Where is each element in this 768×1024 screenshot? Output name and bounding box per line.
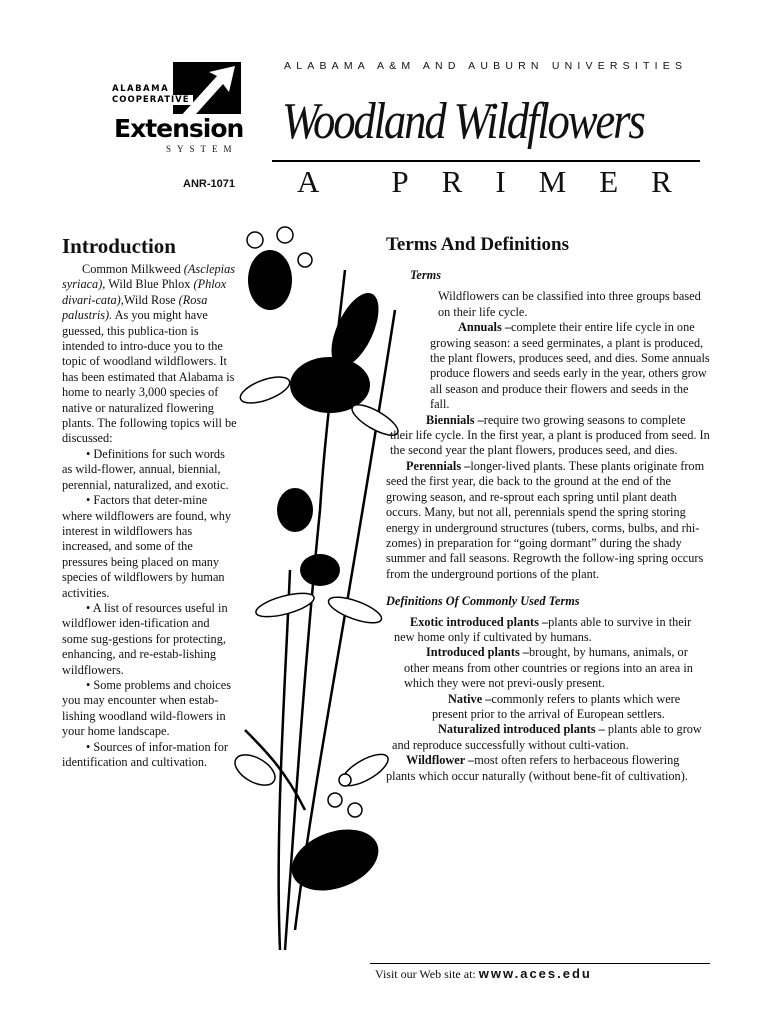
term-annuals: Annuals –complete their entire life cycle in one growing season: a seed germinates, a plant is produced, the plant flowers, produces seed, and dies. Some annuals produce flowers and seeds early in the year, others grow all season and produce their flowers and seeds in the fall. <box>430 320 710 412</box>
footer <box>375 966 592 982</box>
document-title: Woodland Wildflowers <box>282 93 644 150</box>
introduction-text <box>62 262 237 770</box>
universities-line: ALABAMA A&M AND AUBURN UNIVERSITIES <box>284 60 688 72</box>
intro-bullet: • Some problems and choices you may encounter when estab-lishing woodland wild-flowers in your home landscape. <box>62 677 232 739</box>
publication-number: ANR-1071 <box>183 178 235 190</box>
intro-bullet: • Sources of infor-mation for identification and cultivation. <box>62 739 229 769</box>
introduction-heading: Introduction <box>62 234 176 258</box>
terms-definitions-heading: Terms And Definitions <box>386 234 569 255</box>
def-wildflower: Wildflower –most often refers to herbaceous flowering plants which occur naturally (without bene-fit of cultivation). <box>386 753 688 783</box>
terms-column <box>386 268 711 784</box>
logo-line-cooperative: COOPERATIVE <box>112 95 193 105</box>
logo-line-extension: Extension <box>114 114 244 143</box>
title-rule <box>272 160 700 162</box>
def-naturalized: Naturalized introduced plants – plants able to grow and reproduce successfully without culti-vation. <box>392 722 702 752</box>
terms-lead: Wildflowers can be classified into three groups based on their life cycle. <box>438 289 701 319</box>
intro-bullet: • Definitions for such words as wild-flower, annual, biennial, perennial, naturalized, and exotic. <box>62 446 229 492</box>
intro-bullet: • Factors that deter-mine where wildflowers are found, why interest in wildflowers has increased, and some of the pressures being placed on many species of wildflowers by human activities. <box>62 493 232 600</box>
terms-subheading: Terms <box>410 268 441 282</box>
wildflower-illustration <box>225 210 405 970</box>
definitions-subheading: Definitions Of Commonly Used Terms <box>386 594 580 609</box>
website-link[interactable]: www.aces.edu <box>478 966 592 981</box>
extension-logo <box>110 62 245 162</box>
footer-rule <box>370 963 710 964</box>
intro-bullet: • A list of resources useful in wildflower iden-tification and some sug-gestions for protecting, enhancing, and re-estab-lishing wildflowers. <box>62 600 228 677</box>
term-perennials: Perennials –longer-lived plants. These plants originate from seed the first year, die back to the ground at the end of the growing season, and re-sprout each spring until plant death occurs. Many, but not all, perennials spend the spring storing energy in underground structures (tubers, corms, bulbs, and rhi-zomes) in preparation for “going dormant” during the shady summer and fall seasons. Regrowth the follow-ing spring occurs from the underground portions of the plant. <box>386 458 705 581</box>
intro-paragraph: Common Milkweed (Asclepias syriaca), Wild Blue Phlox (Phlox divari-cata),Wild Rose (Rosa palustris). As you might have guessed, this publica-tion is intended to intro-duce you to the topic of woodland wildflowers. It has been estimated that Alabama is home to nearly 3,000 species of native or naturalized flowering plants. The following topics will be discussed: <box>62 262 237 446</box>
def-native: Native –commonly refers to plants which were present prior to the arrival of European settlers. <box>432 691 681 721</box>
term-biennials: Biennials –require two growing seasons to complete their life cycle. In the first year, a plant is produced from seed. In the second year the plant flowers, produces seed, and dies. <box>390 412 710 458</box>
logo-line-system: SYSTEM <box>166 144 238 154</box>
logo-line-alabama: ALABAMA <box>112 84 172 94</box>
def-introduced: Introduced plants –brought, by humans, animals, or other means from other countries or regions into an area in which they were not previ-ously present. <box>404 645 693 691</box>
document-subtitle: A PRIMER <box>297 164 705 199</box>
def-exotic: Exotic introduced plants –plants able to survive in their new home only if cultivated by humans. <box>394 614 692 644</box>
footer-visit-text: Visit our Web site at: <box>375 967 479 981</box>
